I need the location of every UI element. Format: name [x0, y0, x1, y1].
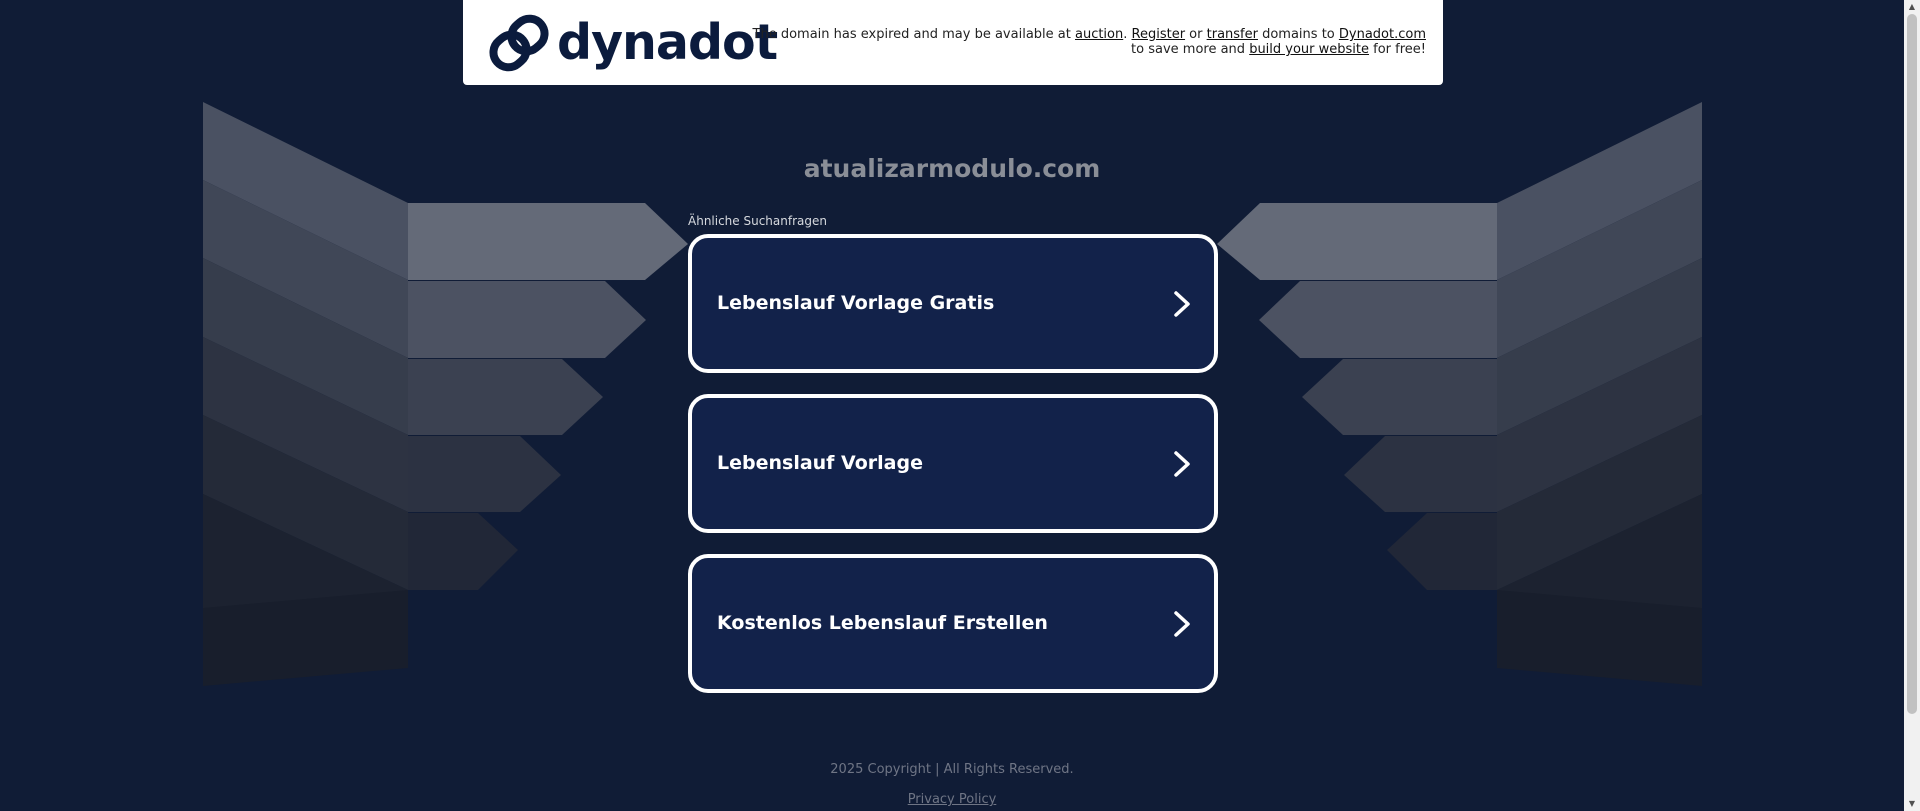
transfer-link[interactable]: transfer	[1206, 27, 1258, 42]
dynadot-logo-icon	[487, 12, 551, 74]
banner-text: for free!	[1369, 42, 1426, 57]
register-link[interactable]: Register	[1131, 27, 1186, 42]
scrollbar-thumb[interactable]	[1907, 14, 1917, 714]
banner-text: .	[1123, 27, 1132, 42]
vertical-scrollbar[interactable]	[1904, 0, 1920, 811]
scroll-up-arrow-icon[interactable]: ▲	[1908, 2, 1916, 11]
search-result-card[interactable]	[688, 234, 1218, 373]
search-result-label: Kostenlos Lebenslauf Erstellen	[717, 612, 1048, 634]
expired-domain-banner	[463, 0, 1443, 85]
search-result-label: Lebenslauf Vorlage	[717, 452, 923, 474]
search-result-card[interactable]	[688, 394, 1218, 533]
logo-wordmark: dynadot	[557, 14, 778, 71]
domain-title: atualizarmodulo.com	[803, 154, 1101, 183]
chevron-right-icon	[1170, 290, 1194, 318]
banner-text: The domain has expired and may be available at	[752, 27, 1075, 42]
auction-link[interactable]: auction	[1074, 27, 1124, 42]
chevron-right-icon	[1170, 610, 1194, 638]
banner-line-2	[753, 42, 1426, 57]
chevron-right-icon	[1170, 450, 1194, 478]
build-website-link[interactable]: build your website	[1249, 42, 1370, 57]
related-searches-label: Ähnliche Suchanfragen	[688, 214, 827, 228]
banner-message	[753, 27, 1426, 57]
search-result-card[interactable]	[688, 554, 1218, 693]
copyright-text: 2025 Copyright | All Rights Reserved.	[830, 762, 1074, 777]
search-result-label: Lebenslauf Vorlage Gratis	[717, 292, 995, 314]
scroll-down-arrow-icon[interactable]: ▼	[1908, 799, 1916, 808]
banner-line-1	[753, 27, 1426, 42]
privacy-footer	[0, 792, 1904, 807]
privacy-policy-link[interactable]: Privacy Policy	[907, 792, 997, 807]
dynadot-logo[interactable]	[487, 12, 777, 74]
banner-text: domains to	[1257, 27, 1339, 42]
banner-text: to save more and	[1131, 42, 1250, 57]
banner-text: or	[1185, 27, 1207, 42]
dynadot-link[interactable]: Dynadot.com	[1338, 27, 1426, 42]
